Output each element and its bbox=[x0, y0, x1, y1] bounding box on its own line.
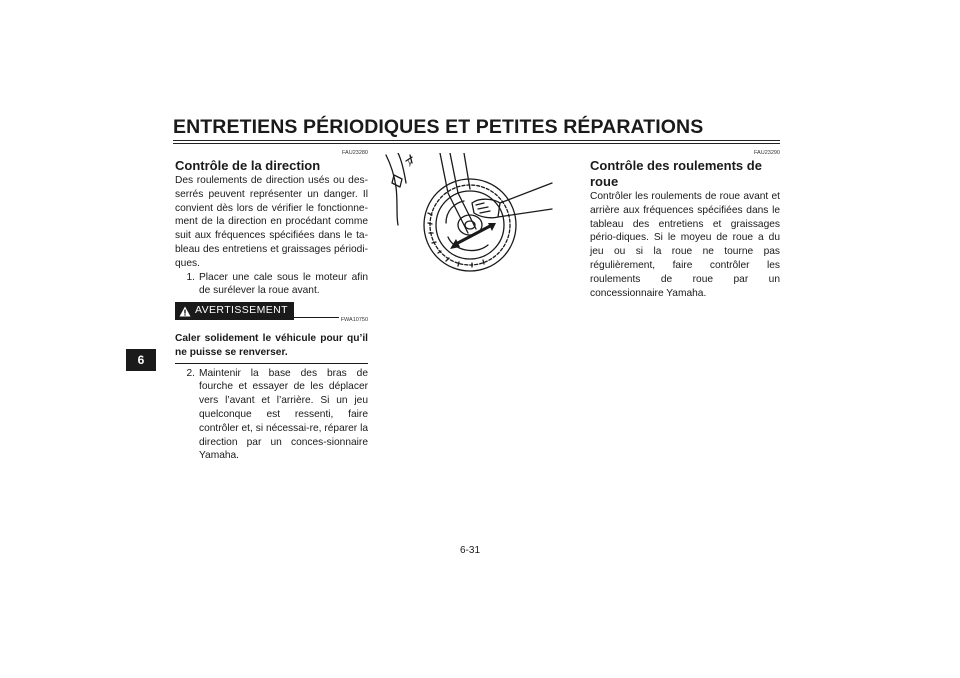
header-rule bbox=[173, 140, 780, 144]
step-2 bbox=[175, 367, 368, 464]
warning-header bbox=[175, 302, 368, 328]
step-1 bbox=[175, 271, 368, 299]
lever-mark: γ bbox=[408, 158, 412, 167]
step-1-text: Placer une cale sous le moteur afin de surélever la roue avant. bbox=[199, 271, 368, 297]
warning-code: FWA10750 bbox=[340, 317, 368, 324]
page-header-title: ENTRETIENS PÉRIODIQUES ET PETITES RÉPARATIONS bbox=[173, 116, 704, 138]
front-wheel-illustration bbox=[384, 153, 556, 275]
wheel-bearings-section bbox=[590, 150, 780, 300]
steering-section-title: Contrôle de la direction bbox=[175, 158, 321, 173]
steering-section-code: FAU23280 bbox=[342, 150, 368, 156]
step-2-text: Maintenir la base des bras de fourche et essayer de les déplacer vers l’avant et l’arrière. Si un jeu quelconque est ressenti, faire contrôler et, si nécessai-re, réparer la direction par un conces-sionnaire Yamaha. bbox=[199, 367, 368, 462]
steering-intro: Des roulements de direction usés ou des-serrés peuvent représenter un danger. Il convient dès lors de vérifier le fonctionne-ment de la direction en procédant comme suit aux fréquences spécifiées dans le ta-bleau des entretiens et graissages périodi-ques. bbox=[175, 175, 368, 269]
wheel-bearings-section-code: FAU23290 bbox=[754, 150, 780, 156]
page-number: 6-31 bbox=[460, 545, 481, 556]
steering-section bbox=[175, 150, 368, 463]
warning-rule bbox=[294, 302, 339, 318]
warning-badge bbox=[175, 302, 294, 320]
warning-label: AVERTISSEMENT bbox=[195, 304, 288, 317]
chapter-tab: 6 bbox=[126, 349, 156, 371]
step-2-number: 2. bbox=[186, 367, 195, 379]
warning-text: Caler solidement le véhicule pour qu’il ne puisse se renverser. bbox=[175, 332, 368, 364]
warning-triangle-icon bbox=[179, 306, 191, 317]
wheel-bearings-section-title: Contrôle des roulements de roue bbox=[590, 158, 762, 189]
wheel-bearings-text: Contrôler les roulements de roue avant et arrière aux fréquences spécifiées dans le tableau des entretiens et graissages pério-diques. Si le moyeu de roue a du jeu ou si la roue ne tourne pas régulièrement, faire contrôler les roulements de roue par un concessionnaire Yamaha. bbox=[590, 191, 780, 299]
step-1-number: 1. bbox=[186, 271, 195, 283]
